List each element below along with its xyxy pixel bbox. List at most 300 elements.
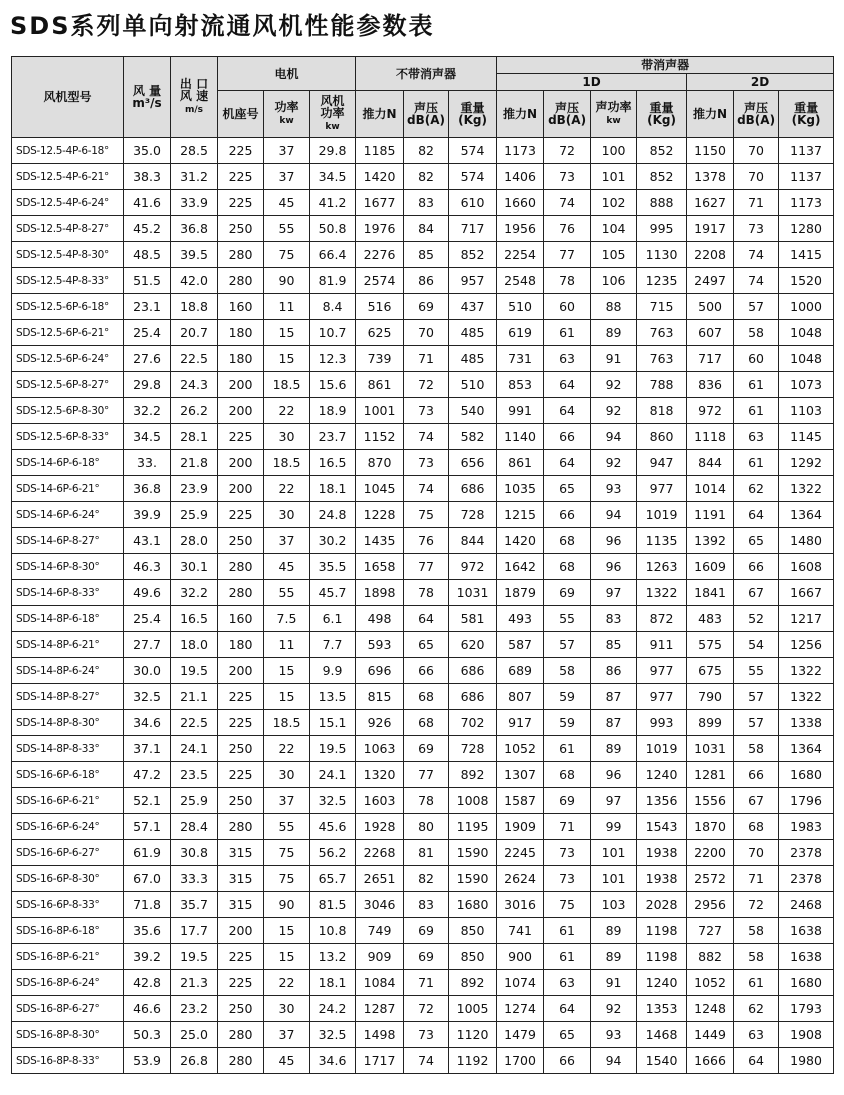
table-cell: 977 [637, 684, 687, 710]
table-cell: 717 [687, 346, 734, 372]
table-cell: 41.6 [124, 190, 171, 216]
table-cell: 2378 [779, 840, 834, 866]
table-cell: 2208 [687, 242, 734, 268]
table-cell: 1185 [356, 138, 404, 164]
table-cell: 1938 [637, 866, 687, 892]
table-cell: 57.1 [124, 814, 171, 840]
table-cell: 34.6 [124, 710, 171, 736]
table-cell: 656 [449, 450, 497, 476]
table-cell: 15 [264, 346, 310, 372]
table-cell: 1498 [356, 1022, 404, 1048]
table-cell: 581 [449, 606, 497, 632]
table-cell: 1281 [687, 762, 734, 788]
table-cell: 749 [356, 918, 404, 944]
table-cell: 84 [404, 216, 449, 242]
table-cell: 2651 [356, 866, 404, 892]
table-cell: 1052 [687, 970, 734, 996]
table-cell: 899 [687, 710, 734, 736]
table-cell: 1364 [779, 502, 834, 528]
table-cell: 972 [449, 554, 497, 580]
table-cell: 900 [497, 944, 544, 970]
table-cell: 8.4 [310, 294, 356, 320]
table-cell: 83 [404, 892, 449, 918]
table-row [12, 528, 834, 554]
table-cell: 22.5 [171, 346, 218, 372]
table-cell: 17.7 [171, 918, 218, 944]
table-row [12, 424, 834, 450]
table-row [12, 944, 834, 970]
table-cell: 1468 [637, 1022, 687, 1048]
table-cell: 88 [591, 294, 637, 320]
table-cell: 1191 [687, 502, 734, 528]
table-cell: 30.2 [310, 528, 356, 554]
table-cell: 81.9 [310, 268, 356, 294]
table-cell: 2468 [779, 892, 834, 918]
table-cell: 73 [404, 450, 449, 476]
table-cell: 1173 [779, 190, 834, 216]
table-cell: 1045 [356, 476, 404, 502]
table-cell: 59 [544, 710, 591, 736]
table-cell: 995 [637, 216, 687, 242]
table-cell: 3016 [497, 892, 544, 918]
table-cell: 1198 [637, 918, 687, 944]
table-cell: 500 [687, 294, 734, 320]
table-cell: 32.2 [171, 580, 218, 606]
table-cell: 19.5 [171, 944, 218, 970]
table-cell: 1240 [637, 762, 687, 788]
table-cell: 180 [218, 320, 264, 346]
table-cell: 66 [734, 554, 779, 580]
table-row [12, 554, 834, 580]
table-cell: 45.7 [310, 580, 356, 606]
table-cell: 39.9 [124, 502, 171, 528]
table-cell: 1976 [356, 216, 404, 242]
table-cell: 76 [544, 216, 591, 242]
table-cell: 37.1 [124, 736, 171, 762]
table-cell: 93 [591, 1022, 637, 1048]
table-cell: 91 [591, 346, 637, 372]
table-cell: 1435 [356, 528, 404, 554]
table-cell: 250 [218, 528, 264, 554]
table-cell: 32.5 [310, 788, 356, 814]
table-cell: 67 [734, 580, 779, 606]
table-cell: 65 [404, 632, 449, 658]
model-cell: SDS-16-8P-8-33° [12, 1048, 124, 1074]
model-cell: SDS-12.5-6P-6-18° [12, 294, 124, 320]
table-cell: 63 [734, 1022, 779, 1048]
table-cell: 250 [218, 788, 264, 814]
table-cell: 70 [734, 164, 779, 190]
model-cell: SDS-14-8P-8-27° [12, 684, 124, 710]
table-cell: 29.8 [124, 372, 171, 398]
table-cell: 97 [591, 788, 637, 814]
table-cell: 1173 [497, 138, 544, 164]
table-cell: 225 [218, 138, 264, 164]
table-row [12, 840, 834, 866]
model-cell: SDS-12.5-6P-6-24° [12, 346, 124, 372]
table-cell: 1005 [449, 996, 497, 1022]
table-cell: 19.5 [310, 736, 356, 762]
table-cell: 65.7 [310, 866, 356, 892]
table-row [12, 684, 834, 710]
table-cell: 29.8 [310, 138, 356, 164]
header-airflow: 风 量 m³/s [124, 57, 171, 138]
table-cell: 45 [264, 190, 310, 216]
table-cell: 73 [734, 216, 779, 242]
table-cell: 280 [218, 580, 264, 606]
table-cell: 15 [264, 684, 310, 710]
table-cell: 28.5 [171, 138, 218, 164]
table-cell: 2028 [637, 892, 687, 918]
table-cell: 836 [687, 372, 734, 398]
table-cell: 280 [218, 268, 264, 294]
table-cell: 11 [264, 632, 310, 658]
table-cell: 790 [687, 684, 734, 710]
table-cell: 686 [449, 658, 497, 684]
table-cell: 30.1 [171, 554, 218, 580]
table-cell: 55 [734, 658, 779, 684]
table-cell: 49.6 [124, 580, 171, 606]
table-cell: 516 [356, 294, 404, 320]
model-cell: SDS-14-8P-8-30° [12, 710, 124, 736]
table-cell: 22 [264, 736, 310, 762]
table-cell: 18.8 [171, 294, 218, 320]
table-cell: 1137 [779, 138, 834, 164]
table-cell: 80 [404, 814, 449, 840]
table-cell: 1120 [449, 1022, 497, 1048]
table-cell: 1938 [637, 840, 687, 866]
table-cell: 2268 [356, 840, 404, 866]
table-body [12, 138, 834, 1074]
table-cell: 280 [218, 1022, 264, 1048]
table-row [12, 242, 834, 268]
table-cell: 7.7 [310, 632, 356, 658]
table-cell: 917 [497, 710, 544, 736]
table-cell: 1680 [779, 970, 834, 996]
table-row [12, 762, 834, 788]
table-cell: 892 [449, 762, 497, 788]
table-cell: 92 [591, 996, 637, 1022]
model-cell: SDS-12.5-6P-6-21° [12, 320, 124, 346]
table-cell: 574 [449, 138, 497, 164]
table-cell: 35.6 [124, 918, 171, 944]
table-cell: 104 [591, 216, 637, 242]
table-cell: 32.2 [124, 398, 171, 424]
table-cell: 18.9 [310, 398, 356, 424]
table-cell: 66 [544, 1048, 591, 1074]
table-cell: 78 [404, 580, 449, 606]
table-cell: 93 [591, 476, 637, 502]
header-power: 功率 kw [264, 91, 310, 138]
table-row [12, 736, 834, 762]
table-cell: 99 [591, 814, 637, 840]
table-cell: 1217 [779, 606, 834, 632]
table-cell: 38.3 [124, 164, 171, 190]
table-cell: 68 [404, 684, 449, 710]
table-cell: 76 [404, 528, 449, 554]
table-row [12, 476, 834, 502]
table-cell: 727 [687, 918, 734, 944]
table-cell: 52 [734, 606, 779, 632]
table-cell: 1356 [637, 788, 687, 814]
table-cell: 1145 [779, 424, 834, 450]
table-cell: 43.1 [124, 528, 171, 554]
table-cell: 96 [591, 762, 637, 788]
table-cell: 75 [264, 866, 310, 892]
table-cell: 728 [449, 736, 497, 762]
table-cell: 972 [687, 398, 734, 424]
table-cell: 575 [687, 632, 734, 658]
table-cell: 94 [591, 424, 637, 450]
table-cell: 625 [356, 320, 404, 346]
table-cell: 89 [591, 918, 637, 944]
table-cell: 22 [264, 476, 310, 502]
table-cell: 26.2 [171, 398, 218, 424]
table-cell: 83 [591, 606, 637, 632]
table-cell: 18.0 [171, 632, 218, 658]
table-cell: 872 [637, 606, 687, 632]
table-cell: 1063 [356, 736, 404, 762]
table-cell: 69 [404, 918, 449, 944]
table-cell: 101 [591, 866, 637, 892]
table-cell: 741 [497, 918, 544, 944]
table-cell: 50.8 [310, 216, 356, 242]
table-cell: 1074 [497, 970, 544, 996]
table-cell: 686 [449, 476, 497, 502]
table-cell: 24.1 [310, 762, 356, 788]
table-cell: 1322 [779, 476, 834, 502]
table-cell: 510 [497, 294, 544, 320]
table-cell: 1031 [687, 736, 734, 762]
table-cell: 1928 [356, 814, 404, 840]
table-cell: 1642 [497, 554, 544, 580]
table-cell: 991 [497, 398, 544, 424]
table-cell: 1150 [687, 138, 734, 164]
model-cell: SDS-12.5-4P-6-18° [12, 138, 124, 164]
table-cell: 947 [637, 450, 687, 476]
header-no-silencer: 不带消声器 [356, 57, 497, 91]
table-cell: 1130 [637, 242, 687, 268]
table-cell: 200 [218, 450, 264, 476]
header-fan-power: 风机 功率 kw [310, 91, 356, 138]
table-cell: 64 [404, 606, 449, 632]
header-motor: 电机 [218, 57, 356, 91]
table-cell: 852 [637, 138, 687, 164]
table-cell: 18.5 [264, 710, 310, 736]
table-cell: 2497 [687, 268, 734, 294]
table-cell: 63 [544, 970, 591, 996]
table-cell: 715 [637, 294, 687, 320]
table-cell: 200 [218, 398, 264, 424]
header-2d-sound-pressure: 声压 dB(A) [734, 91, 779, 138]
table-cell: 225 [218, 190, 264, 216]
table-cell: 34.6 [310, 1048, 356, 1074]
table-cell: 1543 [637, 814, 687, 840]
table-cell: 850 [449, 944, 497, 970]
table-cell: 1195 [449, 814, 497, 840]
table-cell: 59 [544, 684, 591, 710]
table-cell: 30 [264, 424, 310, 450]
table-cell: 1658 [356, 554, 404, 580]
table-cell: 1680 [779, 762, 834, 788]
table-cell: 60 [544, 294, 591, 320]
table-cell: 45.6 [310, 814, 356, 840]
table-cell: 45 [264, 1048, 310, 1074]
table-cell: 75 [264, 840, 310, 866]
table-header [12, 57, 834, 138]
table-cell: 13.5 [310, 684, 356, 710]
table-cell: 485 [449, 320, 497, 346]
table-cell: 18.5 [264, 450, 310, 476]
model-cell: SDS-14-6P-6-21° [12, 476, 124, 502]
table-cell: 68 [544, 528, 591, 554]
table-cell: 1292 [779, 450, 834, 476]
table-cell: 1609 [687, 554, 734, 580]
table-cell: 58 [544, 658, 591, 684]
table-cell: 85 [591, 632, 637, 658]
table-cell: 81 [404, 840, 449, 866]
table-cell: 911 [637, 632, 687, 658]
table-cell: 72 [404, 372, 449, 398]
table-row [12, 918, 834, 944]
table-row [12, 996, 834, 1022]
table-cell: 66 [544, 502, 591, 528]
table-cell: 61 [544, 944, 591, 970]
table-cell: 69 [544, 580, 591, 606]
table-cell: 225 [218, 164, 264, 190]
table-cell: 78 [404, 788, 449, 814]
table-cell: 97 [591, 580, 637, 606]
table-cell: 23.1 [124, 294, 171, 320]
table-cell: 18.1 [310, 476, 356, 502]
table-cell: 61 [734, 970, 779, 996]
table-cell: 24.1 [171, 736, 218, 762]
table-cell: 61 [544, 918, 591, 944]
table-cell: 35.7 [171, 892, 218, 918]
table-cell: 74 [404, 476, 449, 502]
table-cell: 89 [591, 944, 637, 970]
table-cell: 3046 [356, 892, 404, 918]
table-cell: 31.2 [171, 164, 218, 190]
table-cell: 30 [264, 502, 310, 528]
model-cell: SDS-16-8P-6-27° [12, 996, 124, 1022]
table-cell: 92 [591, 372, 637, 398]
model-cell: SDS-14-6P-6-24° [12, 502, 124, 528]
table-cell: 23.9 [171, 476, 218, 502]
model-cell: SDS-14-6P-8-30° [12, 554, 124, 580]
header-1d-sound-pressure: 声压 dB(A) [544, 91, 591, 138]
table-cell: 225 [218, 424, 264, 450]
header-with-silencer: 带消声器 [497, 57, 834, 74]
table-cell: 1287 [356, 996, 404, 1022]
table-cell: 280 [218, 814, 264, 840]
table-cell: 69 [404, 736, 449, 762]
model-cell: SDS-16-6P-6-24° [12, 814, 124, 840]
header-frame: 机座号 [218, 91, 264, 138]
table-row [12, 190, 834, 216]
table-cell: 96 [591, 554, 637, 580]
table-cell: 1909 [497, 814, 544, 840]
table-cell: 1983 [779, 814, 834, 840]
table-cell: 200 [218, 918, 264, 944]
table-cell: 200 [218, 372, 264, 398]
table-cell: 15.6 [310, 372, 356, 398]
table-cell: 10.7 [310, 320, 356, 346]
table-cell: 607 [687, 320, 734, 346]
table-cell: 1879 [497, 580, 544, 606]
table-cell: 60 [734, 346, 779, 372]
table-cell: 2245 [497, 840, 544, 866]
table-cell: 315 [218, 840, 264, 866]
table-cell: 63 [734, 424, 779, 450]
table-cell: 24.8 [310, 502, 356, 528]
table-cell: 42.8 [124, 970, 171, 996]
table-cell: 106 [591, 268, 637, 294]
table-cell: 58 [734, 918, 779, 944]
table-cell: 57 [734, 294, 779, 320]
table-cell: 2624 [497, 866, 544, 892]
table-cell: 280 [218, 242, 264, 268]
table-cell: 1480 [779, 528, 834, 554]
table-cell: 45.2 [124, 216, 171, 242]
table-cell: 66 [734, 762, 779, 788]
table-cell: 437 [449, 294, 497, 320]
table-cell: 1540 [637, 1048, 687, 1074]
table-cell: 619 [497, 320, 544, 346]
table-cell: 225 [218, 684, 264, 710]
table-cell: 1590 [449, 840, 497, 866]
table-row [12, 866, 834, 892]
table-cell: 2956 [687, 892, 734, 918]
table-cell: 55 [264, 814, 310, 840]
table-cell: 63 [544, 346, 591, 372]
table-cell: 1406 [497, 164, 544, 190]
model-cell: SDS-16-6P-8-33° [12, 892, 124, 918]
model-cell: SDS-12.5-6P-8-30° [12, 398, 124, 424]
table-cell: 2548 [497, 268, 544, 294]
table-cell: 53.9 [124, 1048, 171, 1074]
table-cell: 1001 [356, 398, 404, 424]
table-cell: 180 [218, 632, 264, 658]
table-cell: 25.9 [171, 502, 218, 528]
table-cell: 73 [404, 398, 449, 424]
table-row [12, 346, 834, 372]
table-cell: 10.8 [310, 918, 356, 944]
table-cell: 1717 [356, 1048, 404, 1074]
table-cell: 54 [734, 632, 779, 658]
table-cell: 58 [734, 736, 779, 762]
table-cell: 280 [218, 554, 264, 580]
table-cell: 56.2 [310, 840, 356, 866]
table-cell: 35.0 [124, 138, 171, 164]
table-cell: 64 [544, 398, 591, 424]
table-cell: 1263 [637, 554, 687, 580]
table-cell: 57 [544, 632, 591, 658]
table-cell: 1248 [687, 996, 734, 1022]
table-cell: 1000 [779, 294, 834, 320]
table-cell: 74 [404, 424, 449, 450]
table-cell: 1240 [637, 970, 687, 996]
table-cell: 1420 [497, 528, 544, 554]
table-cell: 225 [218, 502, 264, 528]
table-row [12, 216, 834, 242]
table-cell: 62 [734, 476, 779, 502]
table-cell: 55 [264, 580, 310, 606]
table-cell: 1322 [779, 684, 834, 710]
model-cell: SDS-16-6P-6-27° [12, 840, 124, 866]
table-cell: 71 [404, 970, 449, 996]
table-cell: 74 [404, 1048, 449, 1074]
